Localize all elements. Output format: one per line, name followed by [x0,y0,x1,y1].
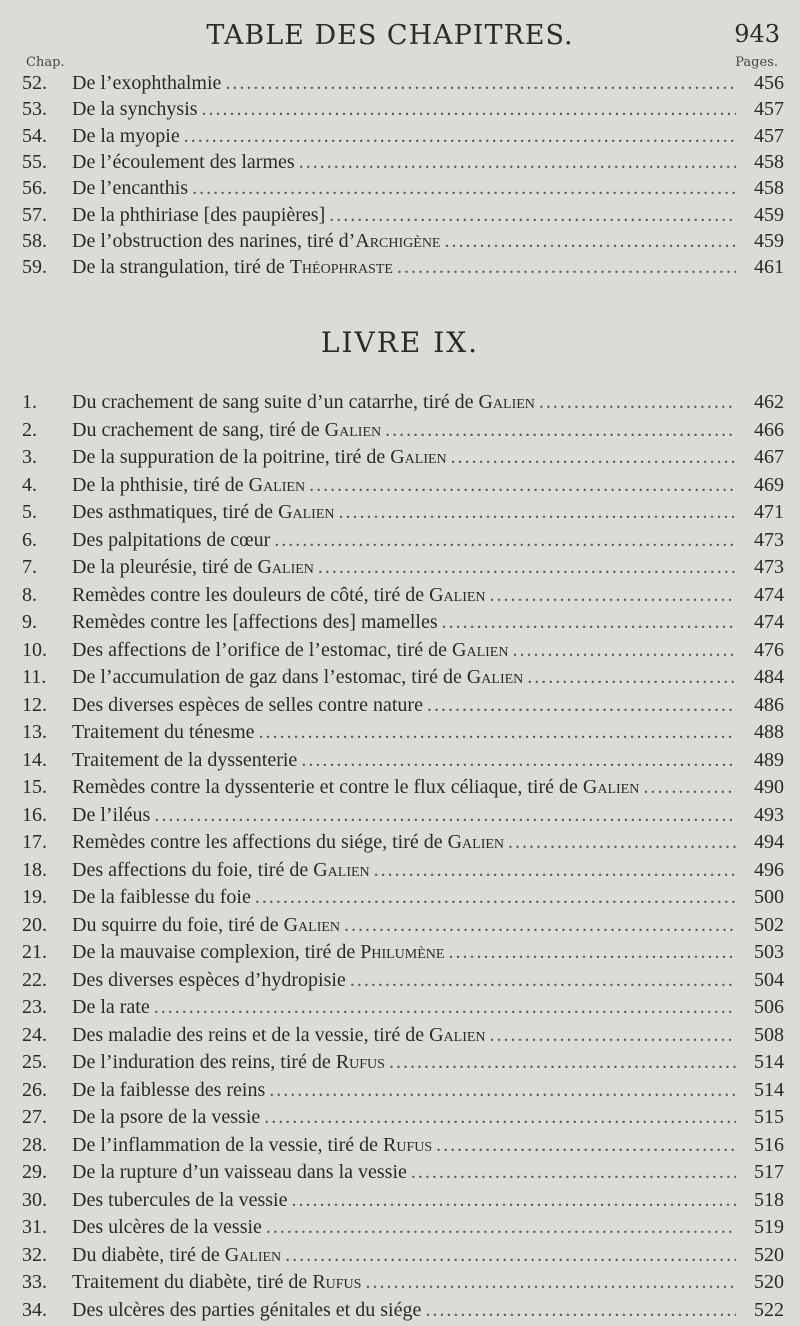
chapter-page: 462 [754,391,784,413]
chapter-author: Galien [390,446,447,468]
chapter-page: 517 [754,1161,784,1183]
dot-leader [411,1159,736,1185]
chapter-title: De la rate [72,996,150,1018]
chapter-author: Galien [248,473,306,496]
chapter-page: 490 [754,776,784,798]
dot-leader [512,637,736,663]
toc-entry [0,202,800,228]
chapter-title: Des affections du foie, tiré de Galien [72,858,370,881]
dot-leader [225,70,736,96]
toc-entry [0,884,800,913]
chapter-number: 4. [22,473,37,496]
chapter-number: 5. [22,501,37,523]
chapter-number: 58. [22,229,47,252]
chapter-author: Galien [429,1023,486,1046]
dot-leader [255,884,736,910]
chapter-number: 18. [22,858,47,881]
dot-leader [291,1187,736,1213]
chapter-number: 33. [22,1271,47,1293]
dot-leader [490,1022,736,1048]
toc-entry [0,499,800,528]
chapter-title: De l’exophthalmie [72,72,222,94]
dot-leader [643,774,736,800]
dot-leader [527,664,736,690]
dot-leader [318,554,736,580]
chapter-number: 3. [22,446,37,468]
dot-leader [266,1214,736,1240]
chapter-entry [72,637,740,663]
chapter-entry [72,175,740,201]
chapter-number: 21. [22,941,47,963]
toc-entry [0,1269,800,1298]
chapter-entry [72,912,740,938]
chapter-number: 56. [22,177,47,200]
chapter-page: 474 [754,583,784,606]
chapter-number: 7. [22,556,37,578]
dot-leader [259,719,736,745]
chapter-number: 13. [22,721,47,743]
chapter-title: Des diverses espèces d’hydropisie [72,968,346,991]
dot-leader [442,609,736,635]
chapter-number: 52. [22,72,47,94]
chapter-entry [72,747,740,773]
chapter-number: 53. [22,98,47,121]
chapter-number: 26. [22,1078,47,1101]
toc-entry [0,1132,800,1161]
chapter-title: Traitement du diabète, tiré de Rufus [72,1271,362,1293]
chapter-author: Galien [447,831,505,853]
dot-leader [508,829,736,855]
chapter-title: De la mauvaise complexion, tiré de Philumène [72,941,445,963]
chapter-entry [72,202,740,228]
chapter-entry [72,1104,740,1130]
chapter-entry [72,1242,740,1268]
chapter-title: Du diabète, tiré de Galien [72,1243,282,1266]
toc-entry [0,609,800,638]
dot-leader [339,499,737,525]
chapter-title: Remèdes contre les affections du siége, tiré de Galien [72,831,505,853]
chapter-page: 500 [754,886,784,908]
chapter-number: 16. [22,803,47,826]
chapter-title: Du crachement de sang, tiré de Galien [72,418,382,441]
chapter-entry [72,96,740,122]
toc-entry [0,554,800,583]
chapter-entry [72,444,740,470]
chapter-page: 458 [754,150,784,173]
page-header [0,14,800,54]
chapter-number: 2. [22,418,37,441]
chapter-author: Galien [278,501,335,523]
dot-leader [539,389,736,415]
chapter-author: Galien [582,776,640,798]
chapter-author: Archigène [355,229,441,252]
chapter-title: De la phthiriase [des paupières] [72,203,326,226]
chapter-page: 457 [754,98,784,121]
chapter-title: De la faiblesse des reins [72,1078,266,1101]
chapter-entry [72,1022,740,1048]
chapter-page: 496 [754,858,784,881]
dot-leader [301,747,736,773]
toc-entry [0,1214,800,1243]
chapter-title: Du crachement de sang suite d’un catarrhe, tiré de Galien [72,391,535,413]
chapter-page: 466 [754,418,784,441]
toc-entry [0,149,800,175]
dot-leader [344,912,736,938]
chapter-author: Rufus [383,1133,433,1156]
toc-entry [0,1159,800,1188]
chapter-entry [72,609,740,635]
chapter-title: Des maladie des reins et de la vessie, tiré de Galien [72,1023,486,1046]
chapter-page: 473 [754,528,784,551]
chapter-title: Des asthmatiques, tiré de Galien [72,501,335,523]
toc-entry [0,1242,800,1271]
toc-entry [0,857,800,886]
dot-leader [285,1242,736,1268]
chapter-number: 31. [22,1216,47,1238]
chapter-entry [72,228,740,254]
chapter-title: De l’iléus [72,803,151,826]
chapter-entry [72,994,740,1020]
dot-leader [329,202,736,228]
chapter-entry [72,1187,740,1213]
toc-entry [0,582,800,611]
pages-column-heading: Pages. [735,55,778,70]
chapter-page: 484 [754,666,784,688]
chapter-author: Galien [313,858,370,881]
chapter-number: 25. [22,1051,47,1073]
dot-leader [350,967,736,993]
toc-entry [0,228,800,254]
toc-entry [0,96,800,122]
chapter-title: De l’encanthis [72,177,189,200]
chapter-title: De l’accumulation de gaz dans l’estomac, tiré de Galien [72,666,524,688]
chapter-page: 486 [754,693,784,716]
chapter-page: 489 [754,748,784,771]
chapter-entry [72,774,740,800]
chapter-entry [72,554,740,580]
toc-entry [0,1077,800,1106]
chapter-page: 504 [754,968,784,991]
toc-entry [0,527,800,556]
chapter-title: De la strangulation, tiré de Théophraste [72,256,393,279]
chapter-title: De la psore de la vessie [72,1106,261,1128]
chapter-title: De la faiblesse du foie [72,886,251,908]
chapter-entry [72,417,740,443]
chapter-page: 493 [754,803,784,826]
chapter-page: 515 [754,1106,784,1128]
chapter-author: Galien [429,583,486,606]
chapter-title: Des affections de l’orifice de l’estomac, tiré de Galien [72,638,509,661]
dot-leader [374,857,736,883]
chapter-entry [72,1077,740,1103]
toc-entry [0,1297,800,1326]
chapter-author: Rufus [335,1051,385,1073]
chapter-author: Philumène [360,941,445,963]
chapter-author: Galien [452,638,509,661]
chapter-entry [72,884,740,910]
chapter-entry [72,1269,740,1295]
chapter-title: Des tubercules de la vessie [72,1188,288,1211]
chapter-entry [72,857,740,883]
chapter-page: 457 [754,124,784,147]
toc-entry [0,254,800,280]
chapter-page: 514 [754,1078,784,1101]
chapter-number: 10. [22,638,47,661]
chapter-page: 522 [754,1298,784,1321]
dot-leader [451,444,736,470]
chapter-page: 474 [754,611,784,633]
chapter-page: 506 [754,996,784,1018]
chapter-number: 15. [22,776,47,798]
chapter-number: 6. [22,528,37,551]
chapter-page: 503 [754,941,784,963]
chapter-number: 1. [22,391,37,413]
toc-entry [0,774,800,803]
book-heading: LIVRE IX. [320,326,480,359]
chapter-page: 456 [754,72,784,94]
chapter-number: 34. [22,1298,47,1321]
chapter-number: 19. [22,886,47,908]
chapter-title: De la synchysis [72,98,198,121]
dot-leader [389,1049,736,1075]
dot-leader [184,123,736,149]
dot-leader [448,939,736,965]
dot-leader [192,175,736,201]
chapter-entry [72,967,740,993]
chapter-entry [72,123,740,149]
toc-entry [0,417,800,446]
chapter-author: Galien [466,666,524,688]
chapter-title: De la phthisie, tiré de Galien [72,473,306,496]
chapter-author: Théophraste [289,256,393,279]
chapter-entry [72,802,740,828]
chapter-number: 28. [22,1133,47,1156]
chapter-author: Rufus [312,1271,362,1293]
dot-leader [425,1297,736,1323]
chapter-entry [72,692,740,718]
chapter-entry [72,829,740,855]
dot-leader [365,1269,736,1295]
chapter-title: De la pleurésie, tiré de Galien [72,556,314,578]
chapter-entry [72,70,740,96]
dot-leader [427,692,736,718]
chapter-entry [72,664,740,690]
toc-entry [0,123,800,149]
chapter-number: 9. [22,611,37,633]
running-title: TABLE DES CHAPITRES. [206,20,574,51]
chapter-number: 29. [22,1161,47,1183]
dot-leader [202,96,736,122]
chapter-number: 22. [22,968,47,991]
toc-entry [0,994,800,1023]
page-number: 943 [734,20,780,48]
dot-leader [264,1104,736,1130]
chapter-entry [72,1049,740,1075]
chapter-entry [72,1214,740,1240]
chapter-page: 461 [754,256,784,279]
chapter-page: 473 [754,556,784,578]
toc-entry [0,719,800,748]
chapter-entry [72,1132,740,1158]
chapter-number: 54. [22,124,47,147]
toc-entry [0,389,800,418]
chapter-entry [72,499,740,525]
chapter-title: De la suppuration de la poitrine, tiré de Galien [72,446,447,468]
dot-leader [309,472,736,498]
chapter-title: Remèdes contre la dyssenterie et contre le flux céliaque, tiré de Galien [72,776,640,798]
chapter-title: De l’obstruction des narines, tiré d’Archigène [72,229,441,252]
chapter-author: Galien [283,913,341,936]
chapter-number: 17. [22,831,47,853]
toc-entry [0,175,800,201]
toc-entry [0,444,800,473]
chapter-page: 516 [754,1133,784,1156]
chapter-page: 518 [754,1188,784,1211]
chapter-title: Traitement du ténesme [72,721,255,743]
chapter-number: 8. [22,583,37,606]
toc-entry [0,939,800,968]
toc-entry [0,747,800,776]
dot-leader [385,417,736,443]
chapter-title: Remèdes contre les douleurs de côté, tiré de Galien [72,583,486,606]
chapter-entry [72,582,740,608]
toc-entry [0,1104,800,1133]
dot-leader [274,527,736,553]
dot-leader [269,1077,736,1103]
chapter-author: Galien [478,391,535,413]
toc-entry [0,692,800,721]
chapter-entry [72,939,740,965]
toc-entry [0,70,800,96]
chapter-title: De l’induration des reins, tiré de Rufus [72,1051,385,1073]
toc-entry [0,1022,800,1051]
chapter-page: 471 [754,501,784,523]
chapter-entry [72,527,740,553]
chapter-number: 24. [22,1023,47,1046]
chapter-entry [72,1297,740,1323]
chapter-author: Galien [257,556,314,578]
toc-entry [0,637,800,666]
chapter-page: 458 [754,177,784,200]
chapter-title: Du squirre du foie, tiré de Galien [72,913,341,936]
chapter-number: 23. [22,996,47,1018]
chapter-title: Traitement de la dyssenterie [72,748,298,771]
chapter-author: Galien [224,1243,282,1266]
chapter-title: Des palpitations de cœur [72,528,271,551]
dot-leader [299,149,736,175]
chapter-number: 14. [22,748,47,771]
chapter-title: Des diverses espèces de selles contre nature [72,693,423,716]
chapter-page: 459 [754,229,784,252]
dot-leader [154,994,736,1020]
chapter-title: Remèdes contre les [affections des] mamelles [72,611,438,633]
chapter-page: 514 [754,1051,784,1073]
dot-leader [490,582,736,608]
chapter-number: 20. [22,913,47,936]
chapter-title: De la myopie [72,124,180,147]
chapter-title: De la rupture d’un vaisseau dans la vessie [72,1161,407,1183]
dot-leader [154,802,736,828]
chapter-title: De l’inflammation de la vessie, tiré de Rufus [72,1133,433,1156]
chapter-entry [72,719,740,745]
chapter-number: 55. [22,150,47,173]
chapter-title: Des ulcères des parties génitales et du siége [72,1298,422,1321]
toc-entry [0,664,800,693]
chapter-entry [72,1159,740,1185]
chapter-page: 459 [754,203,784,226]
toc-entry [0,912,800,941]
chapter-entry [72,389,740,415]
chapter-number: 11. [22,666,47,688]
toc-entry [0,472,800,501]
chapter-title: Des ulcères de la vessie [72,1216,262,1238]
chapter-page: 476 [754,638,784,661]
toc-entry [0,829,800,858]
chapter-entry [72,149,740,175]
chapter-page: 519 [754,1216,784,1238]
dot-leader [444,228,736,254]
chapter-page: 469 [754,473,784,496]
chapter-page: 508 [754,1023,784,1046]
chapter-number: 59. [22,256,47,279]
chapter-page: 502 [754,913,784,936]
chapter-number: 32. [22,1243,47,1266]
chapter-page: 488 [754,721,784,743]
chapter-page: 520 [754,1243,784,1266]
chapter-entry [72,472,740,498]
chapter-page: 467 [754,446,784,468]
chapter-number: 27. [22,1106,47,1128]
chapter-number: 57. [22,203,47,226]
toc-entry [0,1187,800,1216]
toc-entry [0,802,800,831]
toc-entry [0,967,800,996]
chapter-title: De l’écoulement des larmes [72,150,295,173]
toc-entry [0,1049,800,1078]
chapter-entry [72,254,740,280]
chapter-number: 30. [22,1188,47,1211]
chapter-page: 494 [754,831,784,853]
dot-leader [397,254,736,280]
chap-column-heading: Chap. [26,55,65,70]
chapter-author: Galien [324,418,382,441]
dot-leader [436,1132,736,1158]
chapter-number: 12. [22,693,47,716]
chapter-page: 520 [754,1271,784,1293]
